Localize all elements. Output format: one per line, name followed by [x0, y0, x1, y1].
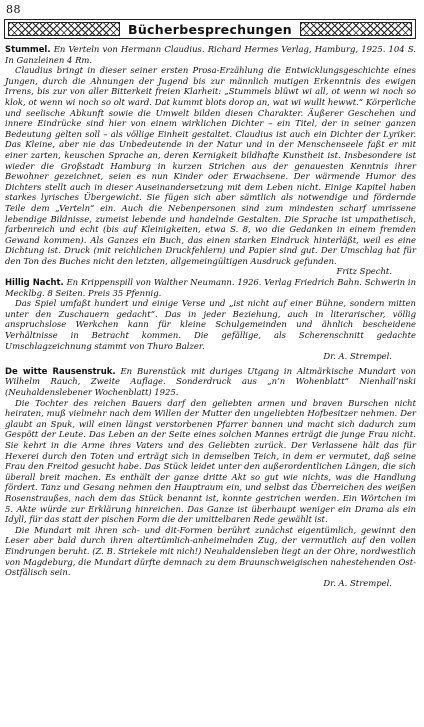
review-witte-rausenstruk	[5, 366, 416, 588]
review-paragraph: Die Tochter des reichen Bauers darf den geliebten armen und braven Burschen nicht heiraten, muß vielmehr nach dem Willen der Mutter den ungeliebten Hofbesitzer nehmen. Der glaubt an Spuk, will einen längst verstorbenen Pfarrer bannen und macht sich dadurch zum Gespött der Leute. Das Leben an der Seite eines solchen Mannes erträgt die junge Frau nicht. Sie kehrt in die Arme ihres Vaters und des Geliebten zurück. Der Verlassene hält das für Hexerei durch den Toten und erträgt sich in demselben Teich, in dem er vermutet, daß seine Frau den Freitod gesucht habe. Das Stück leidet unter den außerordentlichen Längen, die sich überall breit machen. Es enthält der ganze dritte Akt so gut wie nichts, was die Handlung fördert. Tanz und Gesang nehmen den Hauptraum ein, und selbst das Überreichen des weißen Rosenstraußes, nach dem das Stück benannt ist, konnte gestrichen werden. Ein Wörtchen im 5. Akte würde zur Erklärung hinreichen. Das Ganze ist überhaupt weniger ein Drama als ein Idyll, für das statt der pischen Form die der umittelbaren Rede gewählt ist.	[5, 397, 416, 525]
header-ornament-right	[300, 22, 412, 36]
reviewer-signature: Fritz Specht.	[336, 266, 392, 277]
review-stummel	[5, 44, 416, 277]
book-citation: En Krippenspill von Walther Neumann. 1926. Verlag Friedrich Bahn. Schwerin in Mecklbg. 8 Seiten. Preis 35 Pfennig.	[5, 277, 417, 298]
reviewer-signature: Dr. A. Strempel.	[323, 351, 392, 362]
book-title: De witte Rausenstruk.	[5, 365, 116, 376]
review-heading	[5, 277, 416, 298]
book-citation: En Verteln von Hermann Claudius. Richard Hermes Verlag, Hamburg, 1925. 104 S. In Ganzleinen 4 Rm.	[5, 44, 416, 65]
section-title: Bücherbesprechungen	[124, 22, 296, 37]
review-paragraph: Die Mundart mit ihren sch- und dit-Formen berührt zunächst eigentümlich, gewinnt den Leser aber bald durch ihren altertümlich-anheimelnden Zug, der vermutlich auf den vollen Eindrungen beruht. (Z. B. Striekele mit nich!) Neuhaldensleben liegt an der Ohre, nordwestlich von Magdeburg, die Mundart dürfte demnach zu dem Braunschweigischen nahestehenden Ost-Ostfälisch sein.	[5, 524, 416, 578]
review-paragraph: Claudius bringt in dieser seiner ersten Prosa-Erzählung die Entwicklungsgeschichte eines Jungen, durch die Ahnungen der Jugend bis zur männlich mutigen Erkenntnis des ewigen Irrens, bis zur von aller Bitterkeit freien Klarheit: „Stummels blüwt wi all, ot wenn wi noch so klok, ot wenn wi noch so olt ward. Dat kummt blots dorop an, wat wi wullt hewwt.“ Körperliche und seelische Abkunft sowie die Umwelt bilden diesen Charakter. Äußerer Geschehen und innere Eindrücke sind hier von einem wirklichen Dichter – ein Titel, der in seiner ganzen Bedeutung gelten soll – als völlige Einheit gestaltet. Claudius ist auch ein Dichter der Lyriker. Das Kleine, aber nie das Unbedeutende in der Natur und in der Menschenseele faßt er mit einer zarten, keuschen Sprache an, deren Kernigkeit bildhafte Kunstheit ist. Insbesondere ist wieder die Großstadt Hamburg in kurzen Strichen aus der genauesten Kenntnis ihrer Bewohner gezeichnet, seien es nun Kinder oder Erwachsene. Der wärmende Humor des Dichters stellt auch in dieser Auseinandersetzung mit dem Leben nicht. Einige Kapitel haben starkes lyrisches Übergewicht. Sie fügen sich aber sämtlich als notwendige und fördernde Teile dem „Verteln“ ein. Auch die Nebenpersonen sind zum mindesten scharf umrissene lebendige Bildnisse, zumeist lebende und handelnde Gestalten. Die Sprache ist umpathetisch, farbenreich und echt (bis auf Kleinigkeiten, etwa S. 8, wo die Gedanken in einem fremden Gewand kommen). Als Ganzes ein Buch, das einen starken Eindruck hinterläßt, weil es eine Dichtung ist. Druck (mit reichlichen Druckfehlern) und Papier sind gut. Der Umschlag hat für den Ton des Buches nicht den letzten, allgemeingültigen Ausdruck gefunden.	[5, 65, 416, 266]
section-header	[4, 19, 416, 39]
review-paragraph: Das Spiel umfaßt hundert und einige Verse und „ist nicht auf einer Bühne, sondern mitten unter den Zuschauern gedacht“. Das in jeder Beziehung, auch in literarischer, völlig anspruchslose Werkchen kann für kleine Schulgemeinden und ähnlich bescheidene Verhältnisse in Betracht kommen. Die gefällige, als Scherenschnitt gedachte Umschlagzeichnung stammt von Thuro Balzer.	[5, 298, 416, 351]
review-hillig-nacht	[5, 277, 416, 362]
page-number: 88	[6, 3, 21, 16]
book-title: Stummel.	[5, 44, 51, 54]
book-citation: En Burenstück mit duriges Utgang in Altmärkische Mundart von Wilhelm Rauch, Zweite Auflage. Sonderdruck aus „n’n Wohenblatt“ Nienhall’nski (Neuhaldenslebener Wochenblatt) 1925.	[5, 365, 416, 397]
review-heading	[5, 44, 416, 65]
reviewer-signature: Dr. A. Strempel.	[323, 577, 392, 588]
header-ornament-left	[8, 22, 120, 36]
review-heading	[5, 366, 416, 398]
book-title: Hillig Nacht.	[5, 277, 64, 288]
reviews-column	[5, 44, 416, 725]
